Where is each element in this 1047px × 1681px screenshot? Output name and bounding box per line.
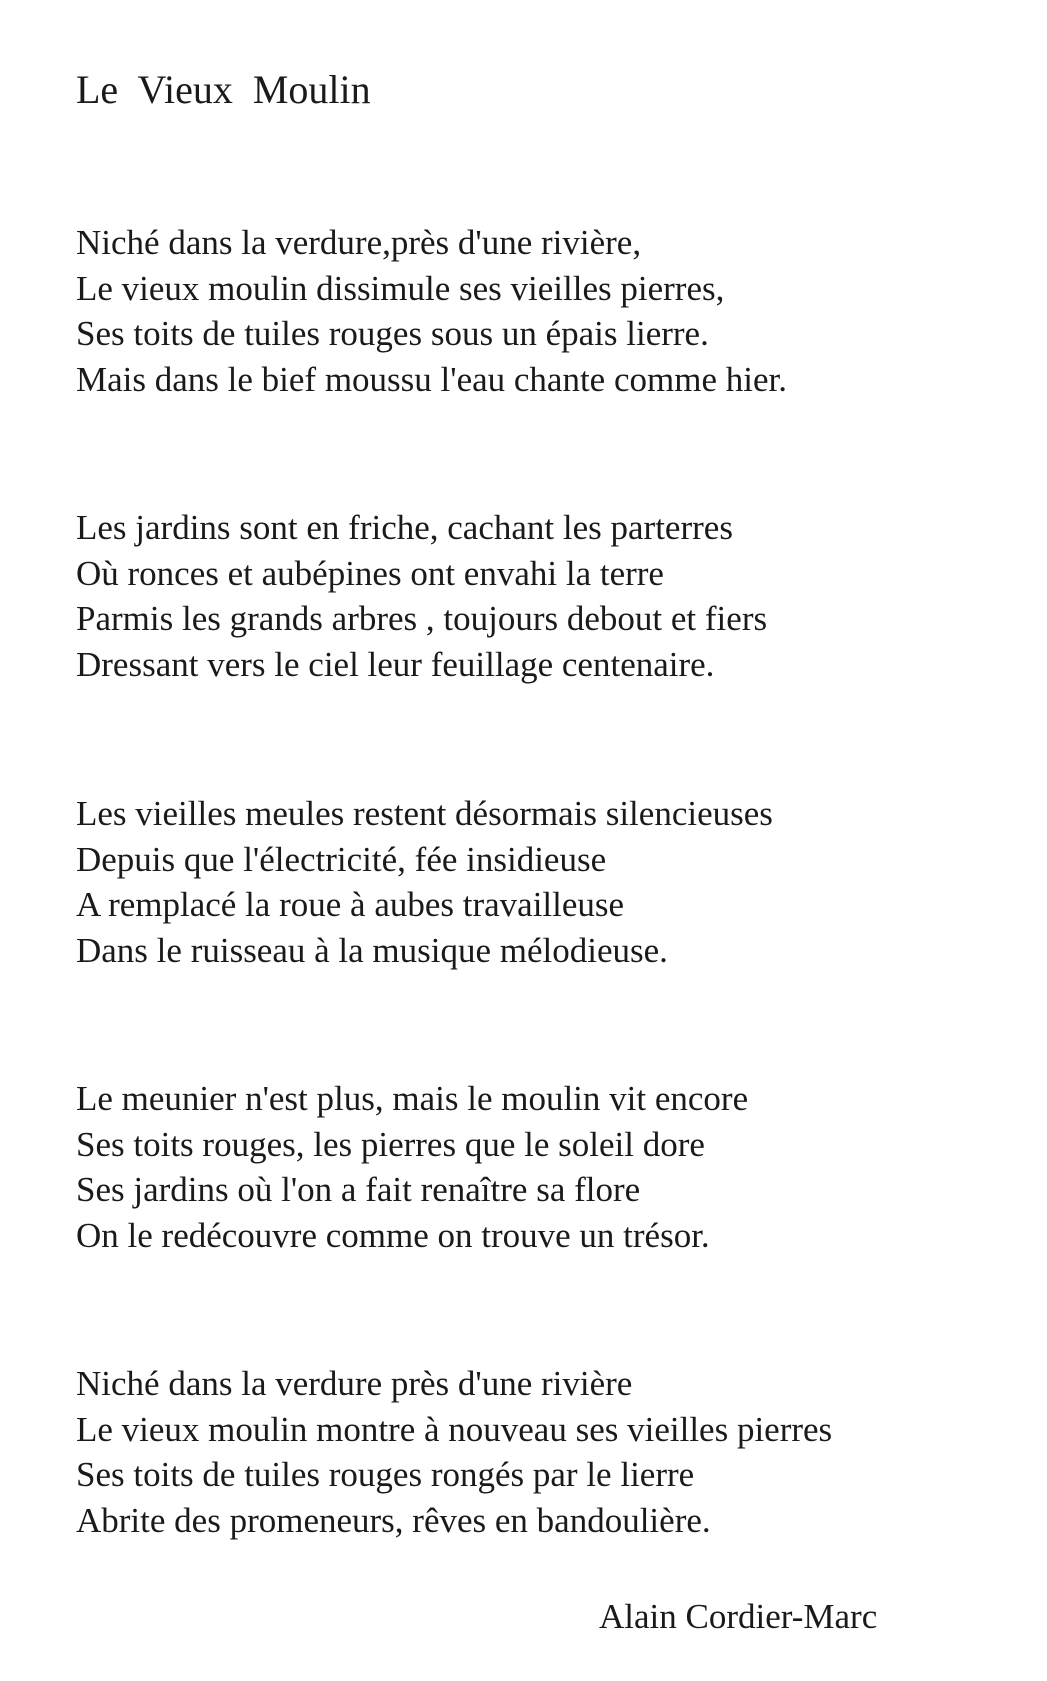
verse-line: Le vieux moulin montre à nouveau ses vieilles pierres	[76, 1409, 833, 1449]
verse-line: Ses toits rouges, les pierres que le soleil dore	[76, 1124, 705, 1164]
stanza-3	[76, 791, 773, 973]
verse-line: Mais dans le bief moussu l'eau chante comme hier.	[76, 359, 787, 399]
verse-line: Niché dans la verdure,près d'une rivière,	[76, 223, 642, 262]
verse-line: Dressant vers le ciel leur feuillage centenaire.	[76, 644, 715, 684]
verse-line: A remplacé la roue à aubes travailleuse	[76, 885, 625, 924]
stanza-2	[76, 505, 767, 687]
verse-line: Le meunier n'est plus, mais le moulin vit encore	[76, 1079, 749, 1118]
verse-line: Depuis que l'électricité, fée insidieuse	[76, 839, 607, 879]
poem-title: Le Vieux Moulin	[76, 67, 371, 112]
stanza-1	[76, 220, 787, 402]
verse-line: Les jardins sont en friche, cachant les parterres	[76, 508, 733, 547]
verse-line: Parmis les grands arbres , toujours debout et fiers	[76, 599, 768, 638]
author-signature: Alain Cordier-Marc	[599, 1597, 878, 1636]
stanza-5	[76, 1361, 832, 1543]
verse-line: Le vieux moulin dissimule ses vieilles pierres,	[76, 268, 725, 308]
verse-line: Les vieilles meules restent désormais silencieuses	[76, 794, 773, 833]
verse-line: Dans le ruisseau à la musique mélodieuse.	[76, 930, 668, 970]
verse-line: Ses toits de tuiles rouges sous un épais lierre.	[76, 314, 709, 353]
verse-line: Ses toits de tuiles rouges rongés par le lierre	[76, 1455, 695, 1494]
verse-line: Niché dans la verdure près d'une rivière	[76, 1364, 633, 1403]
verse-line: Abrite des promeneurs, rêves en bandoulière.	[76, 1500, 711, 1540]
verse-line: On le redécouvre comme on trouve un trésor.	[76, 1215, 710, 1255]
verse-line: Ses jardins où l'on a fait renaître sa flore	[76, 1170, 641, 1209]
verse-line: Où ronces et aubépines ont envahi la terre	[76, 553, 664, 593]
stanza-4	[76, 1076, 748, 1258]
